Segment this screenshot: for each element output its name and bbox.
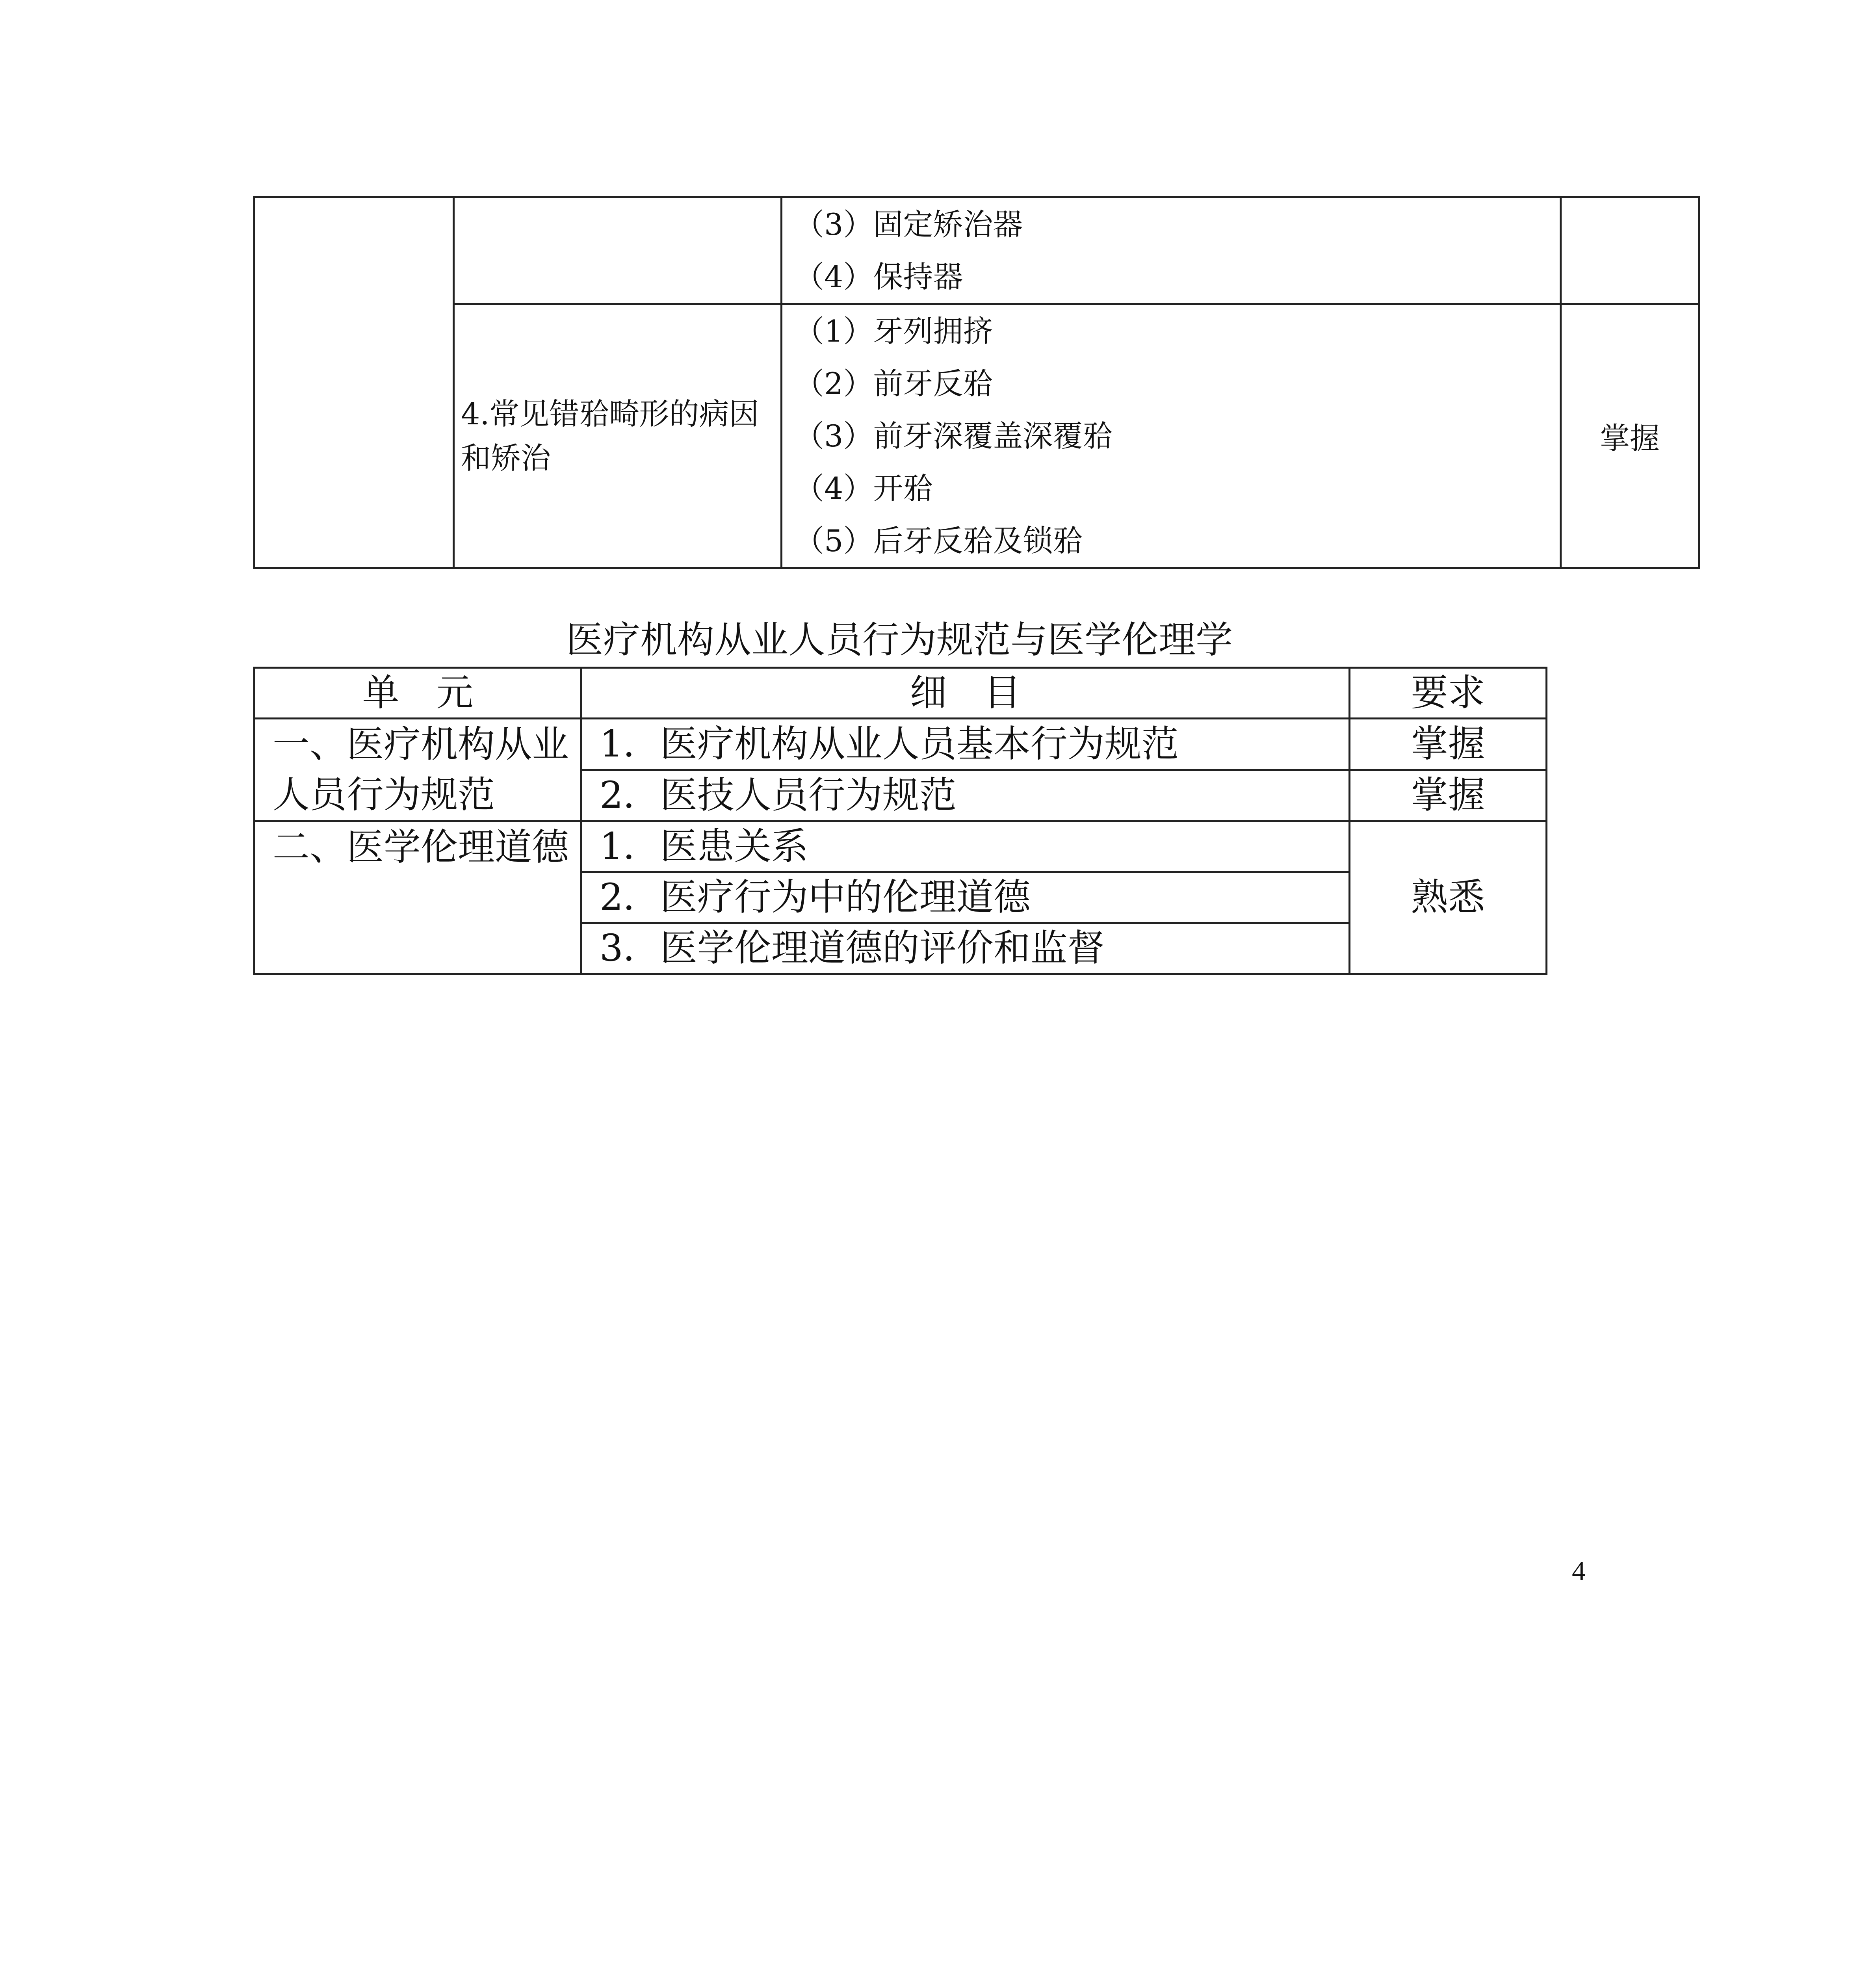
unit-name: 二、医学伦理道德 xyxy=(254,821,581,974)
requirement-label: 掌握 xyxy=(1350,770,1547,821)
page-number: 4 xyxy=(1572,1556,1586,1586)
detail-item: 3．医学伦理道德的评价和监督 xyxy=(581,923,1350,974)
header-unit: 单 元 xyxy=(254,668,581,719)
requirement-label: 掌握 xyxy=(1350,719,1547,770)
requirement-cell-empty xyxy=(1561,197,1699,304)
items-cell xyxy=(782,197,1561,304)
section-title: 4.常见错𬌗畸形的病因和矫治 xyxy=(454,304,782,568)
list-item: （4）开𬌗 xyxy=(794,471,933,506)
list-item: （4）保持器 xyxy=(794,259,963,294)
unit-cell-empty xyxy=(254,197,454,568)
detail-item: 2．医疗行为中的伦理道德 xyxy=(581,872,1350,923)
list-item: （3）固定矫治器 xyxy=(794,207,1023,242)
detail-item: 2．医技人员行为规范 xyxy=(581,770,1350,821)
requirement-label: 熟悉 xyxy=(1350,821,1547,974)
list-item: （3）前牙深覆盖深覆𬌗 xyxy=(794,418,1113,453)
detail-item: 1．医患关系 xyxy=(581,821,1350,872)
section-heading: 医疗机构从业人员行为规范与医学伦理学 xyxy=(566,619,1233,662)
ethics-syllabus-table xyxy=(253,667,1547,975)
syllabus-table-continued xyxy=(253,196,1700,569)
requirement-label: 掌握 xyxy=(1561,304,1699,568)
unit-name: 一、医疗机构从业人员行为规范 xyxy=(254,719,581,821)
items-cell xyxy=(782,304,1561,568)
header-requirement: 要求 xyxy=(1350,668,1547,719)
list-item: （1）牙列拥挤 xyxy=(794,314,993,349)
section-cell-empty xyxy=(454,197,782,304)
list-item: （5）后牙反𬌗及锁𬌗 xyxy=(794,523,1083,558)
list-item: （2）前牙反𬌗 xyxy=(794,366,993,401)
detail-item: 1．医疗机构从业人员基本行为规范 xyxy=(581,719,1350,770)
header-detail: 细 目 xyxy=(581,668,1350,719)
